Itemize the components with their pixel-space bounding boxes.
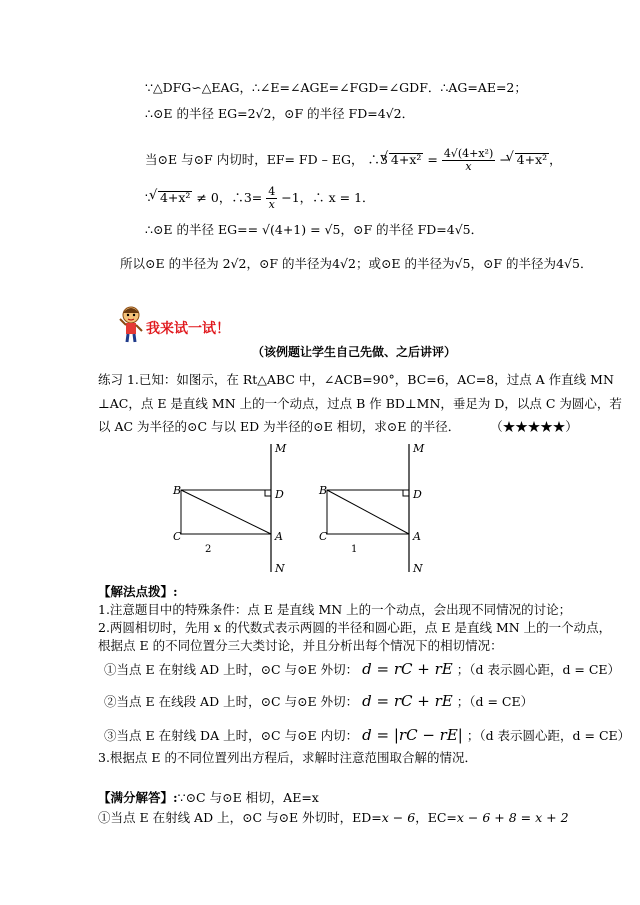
label-B: B — [319, 484, 328, 497]
label-N: N — [275, 562, 285, 575]
answer-line-1 — [98, 812, 569, 825]
exercise-line-2: ⊥AC，点 E 是直线 MN 上的一个动点，过点 B 作 BD⊥MN，垂足为 D，以点 C 为圆心，若 — [98, 396, 622, 411]
math: √5 — [454, 256, 471, 271]
case-1 — [104, 662, 620, 677]
text: 以 AC 为半径的⊙C 与以 ED 为半径的⊙E 相切，求⊙E 的半径． — [98, 419, 461, 434]
method-point-3: 3.根据点 E 的不同位置列出方程后，求解时注意范围取合解的情况． — [98, 750, 477, 765]
text: ②当点 E 在线段 AD 上时，⊙C 与⊙E 外切： — [104, 694, 359, 709]
text: ∴⊙E 的半径 EG= — [145, 106, 248, 121]
label-A: A — [275, 530, 283, 543]
text: ∵⊙C 与⊙E 相切，AE=x — [177, 790, 319, 805]
math: ∴3 — [367, 152, 388, 168]
text: ，EC= — [415, 810, 457, 825]
geometry-figure-right — [315, 440, 445, 580]
label-M: M — [413, 442, 425, 455]
math: 4√2 — [332, 256, 356, 271]
exercise-line-3 — [98, 421, 578, 434]
text: ，⊙F 的半径为 — [246, 256, 333, 271]
subtitle: （该例题让学生自己先做、之后讲评） — [252, 345, 457, 359]
frac-num: 4 — [268, 185, 276, 198]
label-C: C — [173, 530, 182, 543]
text: ∵ — [145, 190, 153, 206]
note: ；（d 表示圆心距，d = CE） — [456, 662, 621, 677]
fraction — [266, 186, 277, 211]
fraction — [442, 148, 495, 173]
label-C: C — [319, 530, 328, 543]
text: 当⊙E 与⊙F 内切时，EF= FD – EG， — [145, 152, 364, 168]
answer-heading: 【满分解答】: — [98, 790, 178, 805]
method-point-2a: 2.两圆相切时，先用 x 的代数式表示两圆的半径和圆心距，点 E 是直线 MN 上的一个动点， — [98, 620, 612, 635]
text: ③当点 E 在射线 DA 上时，⊙C 与⊙E 内切： — [104, 728, 359, 743]
cartoon-character-icon — [118, 305, 144, 343]
solution-conclusion: 所以⊙E 的半径为 2√2，⊙F 的半径为4√2；或⊙E 的半径为√5，⊙F 的半径为4√5． — [120, 256, 593, 271]
math: 2√2 — [247, 106, 272, 121]
text: ，⊙F 的半径 FD= — [271, 106, 378, 121]
text: ①当点 E 在射线 AD 上时，⊙C 与⊙E 外切： — [104, 662, 359, 677]
math: x − 6 — [381, 810, 416, 825]
text: ，⊙F 的半径为 — [470, 256, 557, 271]
label-B: B — [173, 484, 182, 497]
math: 2√2 — [222, 256, 247, 271]
label-N: N — [413, 562, 423, 575]
math: x − 6 + 8 = x + 2 — [456, 810, 569, 825]
text: ，⊙F 的半径 FD= — [340, 222, 447, 237]
math: −1，∴ x = 1． — [281, 190, 375, 206]
formula: d = rC + rE — [362, 692, 453, 710]
math: √ 4+x² — [158, 191, 193, 205]
solution-line-1: ∵△DFG∽△EAG，∴∠E=∠AGE=∠FGD=∠GDF．∴AG=AE=2； — [145, 80, 527, 95]
label-D: D — [413, 488, 422, 501]
figure-caption: 2 — [205, 544, 212, 555]
math: = √(4+1) = √5 — [247, 222, 341, 237]
solution-line-4 — [145, 186, 375, 211]
note: ；（d 表示圆心距，d = CE） — [466, 728, 631, 743]
case-3 — [104, 728, 630, 743]
exercise-line-1: 练习 1.已知：如图示，在 Rt△ABC 中，∠ACB=90°，BC=6，AC=8，过点 A 作直线 MN — [98, 372, 614, 387]
math: 4√5 — [446, 222, 471, 237]
math: √ 4+x² — [389, 153, 424, 167]
text: ；或⊙E 的半径为 — [355, 256, 455, 271]
text: ①当点 E 在射线 AD 上，⊙C 与⊙E 外切时，ED= — [98, 810, 382, 825]
method-point-2b: 根据点 E 的不同位置分三大类讨论，并且分析出每个情况下的相切情况： — [98, 638, 503, 653]
method-point-1: 1.注意题目中的特殊条件：点 E 是直线 MN 上的一个动点，会出现不同情况的讨论； — [98, 602, 572, 617]
note: ；（d = CE） — [456, 694, 534, 709]
solution-line-3: 当⊙E 与⊙F 内切时，EF= FD – EG， ∴3√ 4+x² = $\frac{\text{4√(4+x²)}}{x}$ − √ 4+x² ， — [145, 148, 562, 173]
formula: d = rC + rE — [362, 660, 453, 678]
method-heading: 【解法点拨】: — [98, 584, 178, 599]
difficulty-stars: （★★★★★） — [490, 419, 578, 434]
figure-caption: 1 — [351, 544, 358, 555]
solution-line-2: ∴⊙E 的半径 EG=2√2，⊙F 的半径 FD=4√2． — [145, 106, 415, 121]
text: 所以⊙E 的半径为 — [120, 256, 219, 271]
frac-num: 4√(4+x²) — [443, 147, 494, 160]
math: 4√5 — [556, 256, 580, 271]
frac-den: x — [268, 198, 275, 212]
case-2 — [104, 694, 533, 709]
frac-den: x — [465, 160, 472, 174]
answer-heading-line — [98, 792, 319, 805]
try-it-banner: 我来试一试！ — [146, 321, 230, 337]
math: ≠ 0，∴3= — [196, 190, 263, 206]
label-M: M — [275, 442, 287, 455]
label-A: A — [413, 530, 421, 543]
geometry-figure-left — [165, 440, 295, 580]
math: √ 4+x² — [515, 153, 550, 167]
formula: d = |rC − rE| — [362, 726, 463, 744]
label-D: D — [275, 488, 284, 501]
text: ∴⊙E 的半径 EG= — [145, 222, 248, 237]
solution-line-5: ∴⊙E 的半径 EG== √(4+1) = √5，⊙F 的半径 FD=4√5． — [145, 222, 484, 237]
math: 4√2 — [377, 106, 402, 121]
